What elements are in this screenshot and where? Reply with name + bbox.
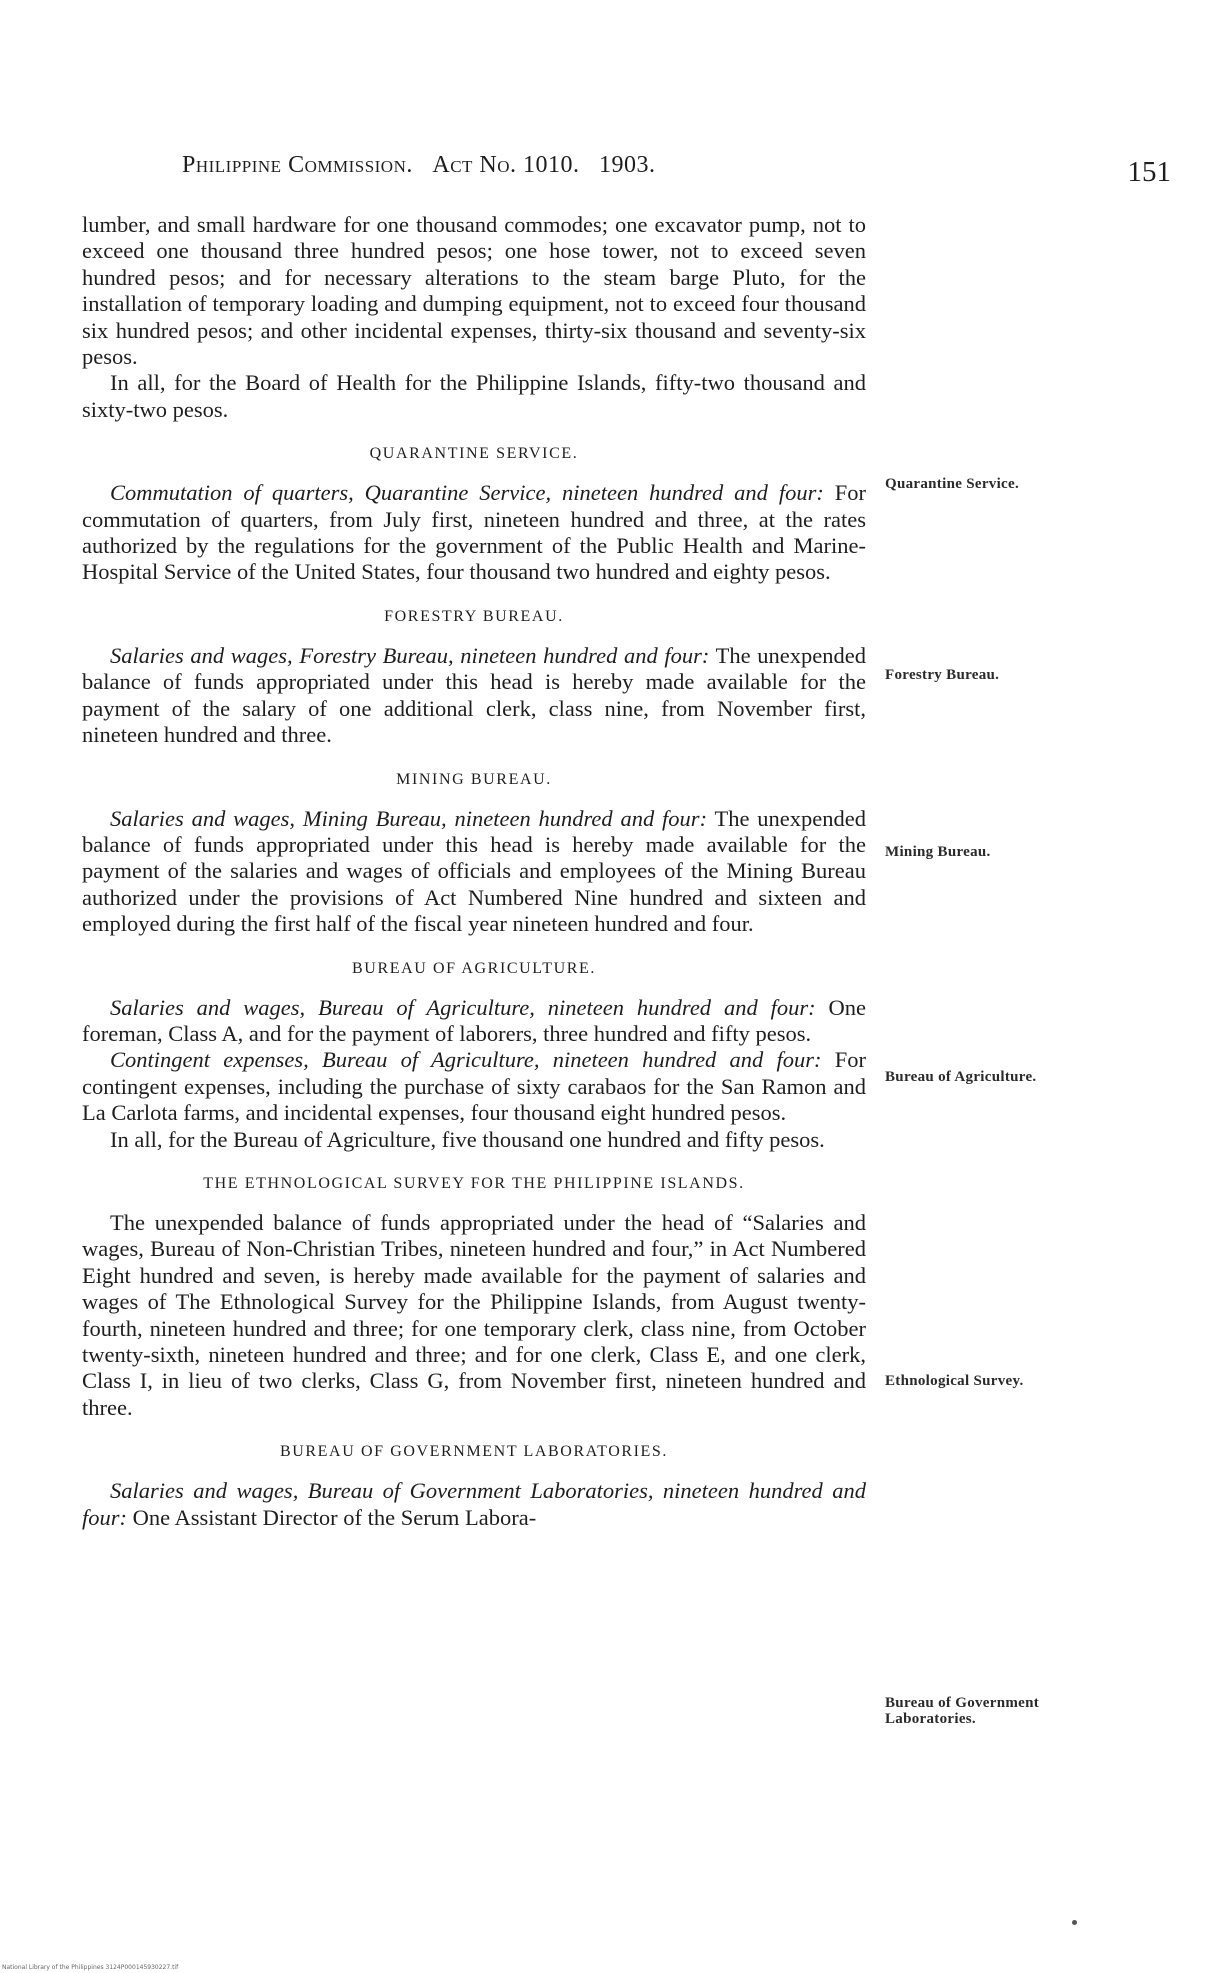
item-title: Contingent expenses, Bureau of Agriculture, nineteen hundred and four: <box>110 1047 822 1073</box>
running-title: Philippine Commission. <box>182 152 413 178</box>
item-title: Salaries and wages, Mining Bureau, nineteen hundred and four: <box>110 805 708 831</box>
scan-speck <box>1072 1920 1077 1925</box>
page-number: 151 <box>1127 156 1171 188</box>
item-text: One Assistant Director of the Serum Labora- <box>127 1504 537 1530</box>
paragraph-forestry <box>82 643 866 749</box>
paragraph-continued: lumber, and small hardware for one thousand commodes; one excavator pump, not to exceed one thousand three hundred pesos; one hose tower, not to exceed seven hundred pesos; and for necessary alterations to the steam barge Pluto, for the installation of temporary loading and dumping equipment, not to exceed four thousand six hundred pesos; and other incidental expenses, thirty-six thousand and seventy-six pesos. <box>82 212 866 370</box>
margin-note-agriculture: Bureau of Agriculture. <box>885 1069 1037 1085</box>
item-text: The unexpended balance of funds appropriated under this head is hereby made available for the payment of the salary of one additional clerk, class nine, from November first, nineteen hundred and three. <box>82 642 866 748</box>
running-header <box>182 152 656 179</box>
margin-note-mining: Mining Bureau. <box>885 844 991 860</box>
heading-mining-bureau: MINING BUREAU. <box>396 770 552 788</box>
margin-note-forestry: Forestry Bureau. <box>885 667 1000 683</box>
item-title: Salaries and wages, Bureau of Agriculture, nineteen hundred and four: <box>110 994 816 1020</box>
paragraph-agriculture-contingent <box>82 1047 866 1126</box>
paragraph-ethnological: The unexpended balance of funds appropriated under the head of “Salaries and wages, Bureau of Non-Christian Tribes, nineteen hundred and four,” in Act Numbered Eight hundred and seven, is hereby made available for the payment of salaries and wages of The Ethnological Survey for the Philippine Islands, from August twenty-fourth, nineteen hundred and three; for one temporary clerk, class nine, from October twenty-sixth, nineteen hundred and three; and for one clerk, Class E, and one clerk, Class I, in lieu of two clerks, Class G, from November first, nineteen hundred and three. <box>82 1209 866 1420</box>
main-text-column <box>82 212 866 1531</box>
paragraph-quarantine <box>82 480 866 586</box>
item-title: Salaries and wages, Forestry Bureau, nineteen hundred and four: <box>110 642 710 668</box>
margin-note-laboratories: Bureau of Government Laboratories. <box>885 1695 1040 1727</box>
paragraph-mining <box>82 806 866 938</box>
heading-government-laboratories: BUREAU OF GOVERNMENT LABORATORIES. <box>279 1443 669 1461</box>
heading-ethnological-survey: THE ETHNOLOGICAL SURVEY FOR THE PHILIPPINE ISLANDS. <box>203 1174 745 1192</box>
act-number: Act No. 1010. <box>432 152 580 178</box>
item-title: Salaries and wages, Bureau of Government Laboratories, nineteen hundred and four: <box>82 1478 866 1530</box>
margin-note-ethnological: Ethnological Survey. <box>885 1373 1024 1389</box>
heading-forestry-bureau: FORESTRY BUREAU. <box>384 607 564 625</box>
paragraph-board-of-health-total: In all, for the Board of Health for the Philippine Islands, fifty-two thousand and sixty-two pesos. <box>82 370 866 422</box>
paragraph-agriculture-salaries <box>82 995 866 1048</box>
margin-note-quarantine: Quarantine Service. <box>885 476 1020 492</box>
item-text: One foreman, Class A, and for the payment of laborers, three hundred and fifty pesos. <box>82 994 866 1046</box>
scan-imprint: National Library of the Philippines 3124P000145930227.tif <box>2 1964 179 1971</box>
heading-bureau-of-agriculture: BUREAU OF AGRICULTURE. <box>352 959 596 977</box>
item-text: For commutation of quarters, from July first, nineteen hundred and three, at the rates authorized by the regulations for the government of the Public Health and Marine-Hospital Service of the United States, four thousand two hundred and eighty pesos. <box>82 480 866 585</box>
paragraph-laboratories <box>82 1478 866 1531</box>
item-text: The unexpended balance of funds appropriated under this head is hereby made available for the payment of the salaries and wages of officials and employees of the Mining Bureau authorized under the provisions of Act Numbered Nine hundred and sixteen and employed during the first half of the fiscal year nineteen hundred and four. <box>82 805 866 937</box>
item-title: Commutation of quarters, Quarantine Service, nineteen hundred and four: <box>110 480 824 506</box>
item-text: For contingent expenses, including the purchase of sixty carabaos for the San Ramon and La Carlota farms, and incidental expenses, four thousand eight hundred pesos. <box>82 1047 866 1126</box>
header-year: 1903. <box>599 152 656 178</box>
heading-quarantine-service: QUARANTINE SERVICE. <box>369 445 579 463</box>
paragraph-agriculture-total: In all, for the Bureau of Agriculture, five thousand one hundred and fifty pesos. <box>110 1126 825 1152</box>
